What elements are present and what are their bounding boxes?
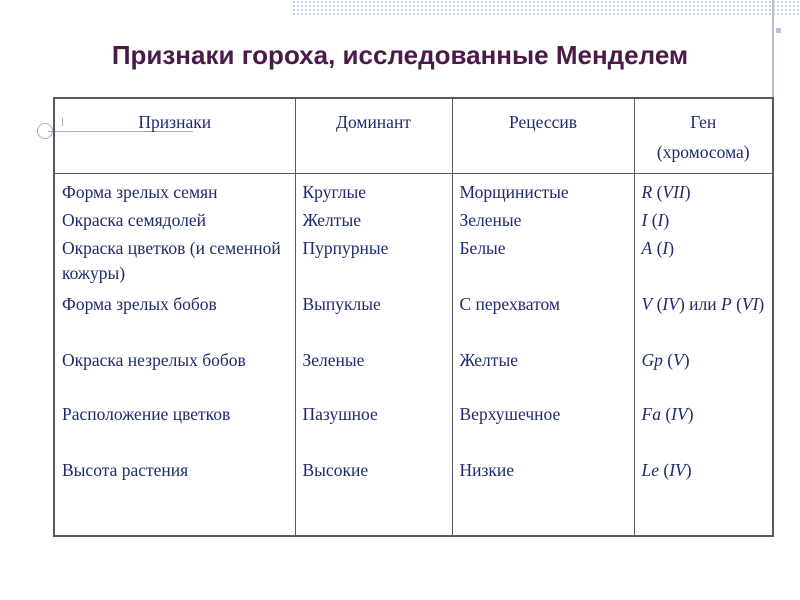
- gene-cell: [642, 402, 767, 458]
- recessive-cell: Желтые: [459, 350, 518, 370]
- trait-cell: Расположение цветков: [62, 404, 231, 424]
- gene-symbol: A: [641, 238, 653, 258]
- slide-title: Признаки гороха, исследованные Менделем: [111, 40, 689, 70]
- recessive-cell: Верхушечное: [459, 404, 561, 424]
- gene-paren-close: ): [663, 210, 670, 230]
- gene-paren-close: ): [668, 238, 675, 258]
- header-gene-subtitle: (хромосома): [656, 142, 750, 162]
- gene-chromosome: IV: [669, 460, 686, 480]
- recessive-cell: Морщинистые: [459, 182, 569, 202]
- gene-cell: [642, 292, 767, 348]
- gene-paren-close: ): [678, 294, 685, 314]
- pea-traits-table: [53, 97, 774, 537]
- recessive-cell: Зеленые: [459, 210, 522, 230]
- dominant-cell: Пазушное: [302, 404, 378, 424]
- gene-paren-open: (: [652, 182, 663, 202]
- decorative-tick: [776, 28, 781, 33]
- gene-chromosome: IV: [662, 294, 679, 314]
- dominant-cell: Желтые: [302, 210, 361, 230]
- gene-chromosome: IV: [671, 404, 688, 424]
- trait-cell: Форма зрелых бобов: [62, 294, 217, 314]
- trait-cell: Высота растения: [62, 460, 189, 480]
- gene-symbol: Le: [641, 460, 659, 480]
- gene-symbol: Fa: [641, 404, 661, 424]
- gene-symbol: V: [641, 294, 653, 314]
- recessive-cell: С перехватом: [459, 294, 560, 314]
- dominant-cell: Выпуклые: [302, 294, 381, 314]
- gene-paren-open: (: [662, 350, 674, 370]
- gene-paren-close: ): [683, 350, 690, 370]
- gene-chromosome: V: [673, 350, 684, 370]
- trait-cell: Окраска незрелых бобов: [62, 350, 246, 370]
- dominant-cell: Высокие: [302, 460, 369, 480]
- dominant-cell: Зеленые: [302, 350, 365, 370]
- decorative-dot-pattern: [292, 0, 800, 16]
- gene-chromosome: I: [657, 210, 664, 230]
- gene-symbol: Gp: [641, 350, 663, 370]
- gene-alt-chromosome: VI: [741, 294, 759, 314]
- gene-paren-open: (: [659, 460, 670, 480]
- decorative-circle: [37, 123, 53, 139]
- gene-cell: [642, 180, 767, 208]
- gene-paren-open: (: [660, 404, 672, 424]
- gene-chromosome: I: [662, 238, 669, 258]
- recessive-cell: Белые: [459, 238, 506, 258]
- gene-paren-open: (: [647, 210, 658, 230]
- gene-symbol: R: [641, 182, 653, 202]
- gene-alt-join: или: [684, 294, 721, 314]
- gene-paren-close: ): [687, 404, 694, 424]
- dominant-cell: Круглые: [302, 182, 366, 202]
- gene-cell: [642, 208, 767, 236]
- gene-cell: [642, 236, 767, 292]
- header-recessive: Рецессив: [452, 98, 634, 174]
- traits-column: [54, 174, 295, 537]
- header-row: [54, 98, 773, 174]
- gene-cell: [642, 458, 767, 488]
- header-gene-title: Ген: [690, 112, 717, 132]
- dominant-column: [295, 174, 452, 537]
- recessive-cell: Низкие: [459, 460, 515, 480]
- gene-alt-paren-close: ): [758, 294, 765, 314]
- gene-paren-close: ): [685, 460, 692, 480]
- gene-paren-open: (: [652, 238, 663, 258]
- trait-cell: Окраска семядолей: [62, 210, 206, 230]
- gene-symbol: I: [641, 210, 648, 230]
- header-dominant: Доминант: [295, 98, 452, 174]
- gene-column: [634, 174, 773, 537]
- gene-paren-close: ): [684, 182, 691, 202]
- recessive-column: [452, 174, 634, 537]
- gene-chromosome: VII: [662, 182, 685, 202]
- header-traits: Признаки: [54, 98, 295, 174]
- dominant-cell: Пурпурные: [302, 238, 389, 258]
- table-body-row: [54, 174, 773, 537]
- trait-cell: Окраска цветков (и семенной кожуры): [62, 238, 281, 283]
- header-gene: [634, 98, 773, 174]
- gene-alt-symbol: P: [720, 294, 732, 314]
- trait-cell: Форма зрелых семян: [62, 182, 218, 202]
- gene-paren-open: (: [652, 294, 663, 314]
- gene-alt-paren-open: (: [731, 294, 742, 314]
- gene-cell: [642, 348, 767, 402]
